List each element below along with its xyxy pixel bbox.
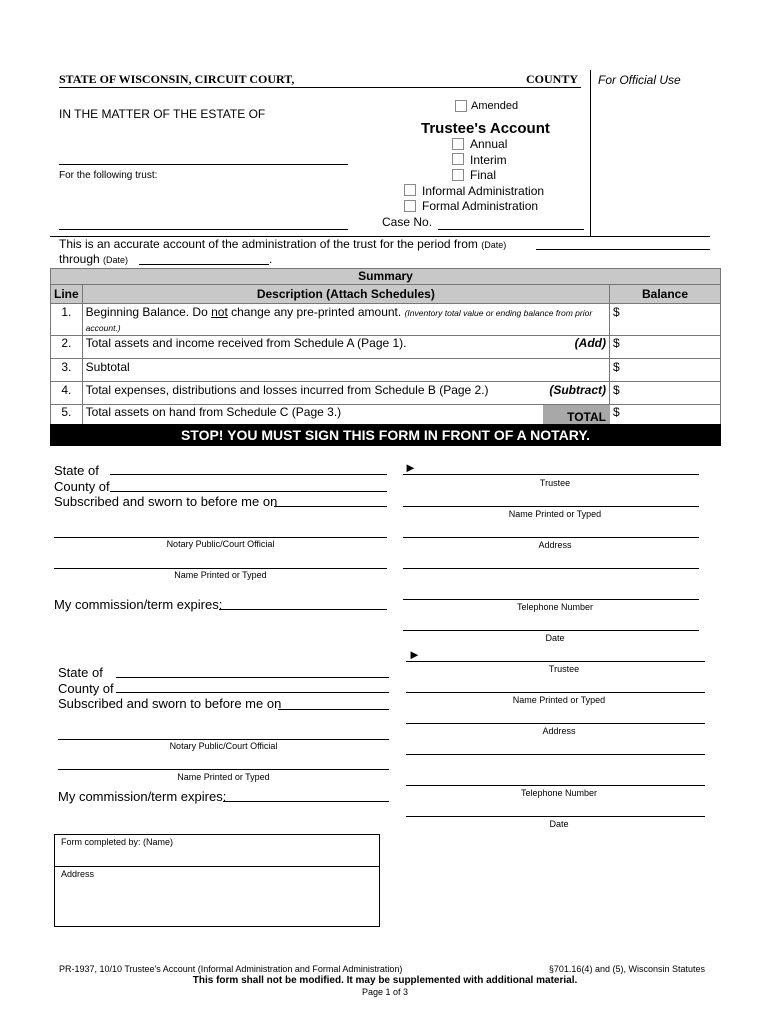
trustee-label-1: Trustee (539, 478, 571, 488)
col-balance-header: Balance (610, 285, 721, 304)
table-row (51, 382, 721, 405)
notary-official-label-2: Notary Public/Court Official (169, 741, 278, 751)
period-through-line[interactable] (139, 264, 269, 265)
notary-name-line-2[interactable] (58, 769, 389, 770)
period-text: This is an accurate account of the administration of the trust for the period from (59, 237, 478, 251)
state-of-label-2: State of (58, 665, 103, 680)
balance-cell[interactable]: $ (610, 382, 721, 405)
trust-name-line[interactable] (59, 229, 348, 230)
row1-desc-text: Beginning Balance. Do (85, 305, 212, 319)
final-checkbox[interactable] (452, 169, 464, 181)
row-description: Subtotal (82, 359, 609, 382)
county-label: COUNTY (526, 72, 579, 86)
row-number: 1. (51, 304, 83, 336)
subscribed-label-1: Subscribed and sworn to before me on (54, 494, 278, 509)
trustee-label-2: Trustee (548, 664, 580, 674)
completed-by-divider (55, 866, 379, 867)
county-of-label-2: County of (58, 681, 114, 696)
address-line-1a[interactable] (403, 537, 699, 538)
court-county-line[interactable] (59, 87, 581, 88)
final-label: Final (470, 168, 497, 182)
county-of-line-1[interactable] (110, 491, 387, 492)
summary-title: Summary (51, 269, 721, 285)
case-no-label: Case No. (382, 215, 433, 229)
form-id: PR-1937, 10/10 Trustee's Account (Informal Administration and Formal Administration) (59, 964, 403, 974)
notary-signature-line-1[interactable] (54, 537, 387, 538)
county-of-label-1: County of (54, 479, 110, 494)
completed-by-name-label: Form completed by: (Name) (61, 837, 174, 847)
telephone-label-2: Telephone Number (520, 788, 598, 798)
trustee-signature-line-2[interactable] (406, 661, 705, 662)
table-row (51, 405, 721, 426)
commission-label-2: My commission/term expires: (58, 789, 227, 804)
period-from-line[interactable] (536, 249, 710, 250)
telephone-line-2[interactable] (406, 785, 705, 786)
row5-desc-text: Total assets on hand from Schedule C (Page 3.) (85, 405, 342, 419)
date-label-2: Date (549, 819, 569, 829)
form-completed-by-box (54, 834, 380, 927)
subscribed-date-line-2[interactable] (278, 709, 389, 710)
row1-desc-rest: change any pre-printed amount. (227, 305, 402, 319)
row1-note: (Inventory total value or ending balance from prior account.) (85, 308, 593, 333)
trustee-name-line-1[interactable] (403, 506, 699, 507)
amended-label: Amended (471, 100, 519, 112)
interim-label: Interim (470, 153, 507, 167)
estate-matter-label: IN THE MATTER OF THE ESTATE OF (59, 107, 266, 121)
total-balance-cell[interactable]: $ (610, 405, 721, 426)
state-of-line-2[interactable] (116, 677, 389, 678)
notary-signature-line-2[interactable] (58, 739, 389, 740)
form-title: Trustee's Account (421, 120, 550, 137)
trustee-signature-line-1[interactable] (403, 474, 699, 475)
telephone-line-1[interactable] (403, 599, 699, 600)
informal-admin-checkbox[interactable] (404, 184, 416, 196)
row-number: 5. (51, 405, 83, 426)
total-label: TOTAL (543, 405, 610, 425)
amended-checkbox[interactable] (455, 100, 467, 112)
subscribed-label-2: Subscribed and sworn to before me on (58, 696, 282, 711)
row4-op: (Subtract) (549, 383, 606, 397)
summary-table (50, 268, 721, 426)
informal-admin-label: Informal Administration (422, 184, 545, 198)
state-court-label: STATE OF WISCONSIN, CIRCUIT COURT, (59, 72, 295, 86)
trustee-name-label-1: Name Printed or Typed (508, 509, 602, 519)
sign-here-arrow-2: ► (408, 647, 421, 662)
balance-cell[interactable]: $ (610, 359, 721, 382)
col-desc-header: Description (Attach Schedules) (82, 285, 609, 304)
formal-admin-checkbox[interactable] (404, 200, 416, 212)
address-line-1b[interactable] (403, 568, 699, 569)
interim-checkbox[interactable] (452, 153, 464, 165)
row-number: 4. (51, 382, 83, 405)
notary-official-label-1: Notary Public/Court Official (166, 539, 275, 549)
modification-notice: This form shall not be modified. It may be supplemented with additional material. (192, 975, 578, 986)
col-line-header: Line (51, 285, 83, 304)
address-line-2a[interactable] (406, 723, 705, 724)
date-label-1: Date (545, 633, 565, 643)
completed-by-address-label: Address (61, 869, 95, 879)
trustee-name-label-2: Name Printed or Typed (512, 695, 606, 705)
row-description (82, 405, 609, 426)
address-label-2: Address (542, 726, 576, 736)
row-description (82, 382, 609, 405)
row-description (82, 304, 609, 336)
row-number: 3. (51, 359, 83, 382)
official-use-divider (590, 70, 591, 236)
address-line-2b[interactable] (406, 754, 705, 755)
notary-name-label-2: Name Printed or Typed (177, 772, 270, 782)
subscribed-date-line-1[interactable] (274, 506, 387, 507)
date-line-1[interactable] (403, 630, 699, 631)
through-sentence (59, 252, 128, 266)
formal-admin-label: Formal Administration (422, 199, 539, 213)
period-through-date-label: (Date) (103, 255, 129, 265)
table-row (51, 304, 721, 336)
statute-reference: §701.16(4) and (5), Wisconsin Statutes (548, 964, 705, 974)
following-trust-label: For the following trust: (59, 170, 158, 181)
commission-line-2[interactable] (223, 801, 389, 802)
annual-label: Annual (470, 137, 508, 151)
estate-name-line[interactable] (59, 164, 348, 165)
period-sentence (59, 237, 506, 251)
official-use-label: For Official Use (598, 73, 681, 87)
county-of-line-2[interactable] (116, 692, 389, 693)
trustee-name-line-2[interactable] (406, 692, 705, 693)
table-row (51, 336, 721, 359)
row-description (82, 336, 609, 359)
period-end-period: . (269, 252, 273, 266)
through-text: through (59, 252, 100, 266)
period-from-date-label: (Date) (481, 240, 507, 250)
notary-warning-banner: STOP! YOU MUST SIGN THIS FORM IN FRONT OF A NOTARY. (50, 424, 721, 446)
balance-cell[interactable]: $ (610, 304, 721, 336)
annual-checkbox[interactable] (452, 138, 464, 150)
telephone-label-1: Telephone Number (516, 602, 594, 612)
address-label-1: Address (538, 540, 572, 550)
state-of-label-1: State of (54, 463, 99, 478)
commission-label-1: My commission/term expires: (54, 597, 223, 612)
row-number: 2. (51, 336, 83, 359)
sign-here-arrow-1: ► (404, 460, 417, 475)
page-number: Page 1 of 3 (361, 987, 409, 997)
case-no-line[interactable] (438, 229, 584, 230)
table-row (51, 359, 721, 382)
date-line-2[interactable] (406, 816, 705, 817)
row2-op: (Add) (574, 336, 606, 350)
notary-name-line-1[interactable] (54, 568, 387, 569)
row2-desc-text: Total assets and income received from Schedule A (Page 1). (85, 336, 407, 350)
balance-cell[interactable]: $ (610, 336, 721, 359)
state-of-line-1[interactable] (110, 474, 387, 475)
notary-name-label-1: Name Printed or Typed (174, 570, 267, 580)
row4-desc-text: Total expenses, distributions and losses incurred from Schedule B (Page 2.) (85, 383, 489, 397)
row1-not-text: not (211, 305, 228, 319)
commission-line-1[interactable] (219, 609, 387, 610)
